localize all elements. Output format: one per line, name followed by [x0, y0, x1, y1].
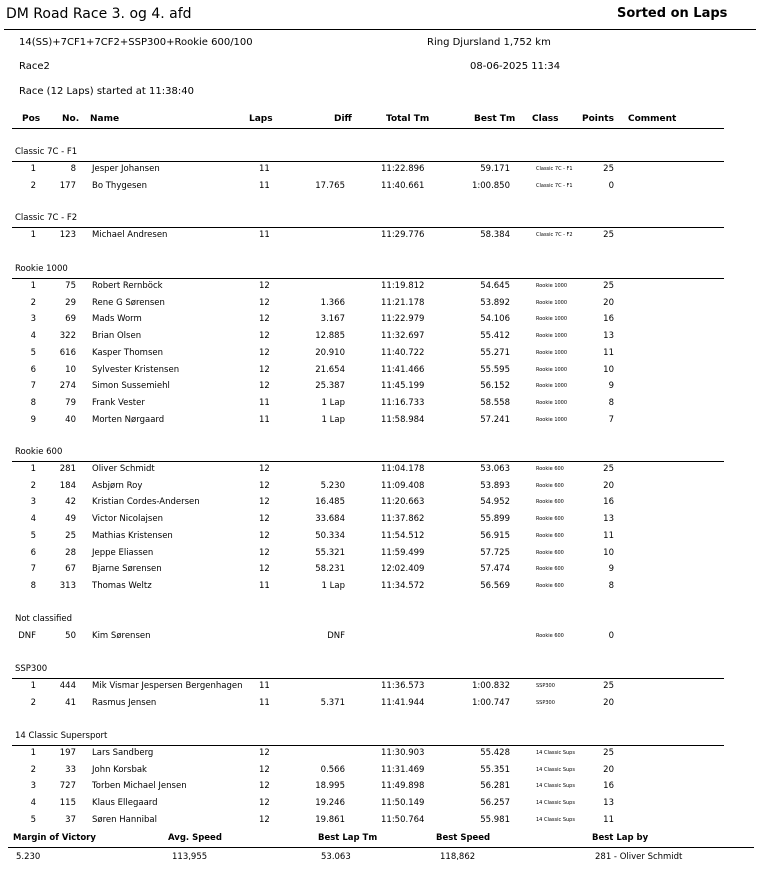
cell-total: 11:40.722 [381, 347, 425, 358]
cell-no: 42 [65, 497, 76, 508]
cell-name: Kristian Cordes-Andersen [92, 497, 200, 508]
cell-no: 8 [70, 164, 76, 174]
best-speed-label: Best Speed [436, 833, 491, 843]
cell-pos: 7 [30, 381, 36, 392]
cell-best: 55.271 [480, 347, 510, 358]
cell-diff: 55.321 [315, 547, 345, 558]
cell-best: 1:00.850 [471, 180, 510, 191]
cell-points: 25 [603, 164, 614, 174]
cell-pos: 1 [30, 281, 36, 291]
race-date: 08-06-2025 11:34 [470, 61, 561, 72]
cell-name: Jeppe Eliassen [92, 547, 154, 558]
cell-points: 16 [603, 314, 614, 325]
group-divider [12, 745, 724, 746]
footer-divider [8, 847, 754, 848]
cell-laps: 11 [259, 397, 270, 408]
cell-points: 11 [603, 530, 614, 541]
cell-laps: 12 [259, 331, 270, 342]
cell-laps: 11 [259, 580, 270, 591]
cell-pos: 3 [30, 314, 36, 325]
cell-diff: 33.684 [315, 514, 345, 525]
cell-total: 11:22.979 [381, 314, 425, 325]
cell-name: Oliver Schmidt [92, 464, 155, 474]
group-label: SSP300 [15, 664, 48, 674]
cell-name: Sylvester Kristensen [92, 364, 180, 375]
group-divider [12, 278, 724, 279]
cell-no: 75 [65, 281, 76, 291]
cell-pos: 6 [30, 364, 36, 375]
cell-total: 11:54.512 [381, 530, 425, 541]
cell-total: 11:50.764 [381, 814, 425, 825]
cell-best: 56.569 [480, 580, 510, 591]
cell-points: 16 [603, 781, 614, 792]
cell-total: 11:49.898 [381, 781, 425, 792]
cell-class: Rookie 600 [536, 566, 564, 573]
cell-no: 37 [65, 814, 76, 825]
cell-class: Rookie 600 [536, 532, 564, 539]
cell-class: Rookie 1000 [536, 383, 568, 390]
cell-points: 11 [603, 814, 614, 825]
cell-laps: 11 [259, 230, 270, 240]
cell-laps: 12 [259, 781, 270, 792]
best-lap-value: 53.063 [321, 852, 351, 862]
cell-laps: 11 [259, 180, 270, 191]
cell-total: 11:19.812 [381, 281, 425, 291]
cell-diff: 3.167 [320, 314, 345, 325]
cell-points: 13 [603, 331, 614, 342]
margin-value: 5.230 [16, 852, 41, 862]
cell-no: 28 [65, 547, 76, 558]
cell-pos: 2 [30, 297, 36, 308]
cell-laps: 12 [259, 764, 270, 775]
track-name: Ring Djursland 1,752 km [427, 37, 551, 48]
group-label: 14 Classic Supersport [15, 731, 108, 741]
cell-best: 55.412 [480, 331, 510, 342]
group-divider [12, 227, 724, 228]
best-speed-value: 118,862 [440, 852, 476, 862]
cell-no: 184 [59, 480, 76, 491]
cell-laps: 11 [259, 697, 270, 708]
cell-pos: 7 [30, 564, 36, 575]
cell-no: 33 [65, 764, 76, 775]
cell-name: Rasmus Jensen [92, 697, 157, 708]
cell-class: Classic 7C - F1 [536, 182, 573, 189]
cell-pos: 3 [30, 781, 36, 792]
cell-name: Kim Sørensen [92, 631, 151, 641]
cell-points: 8 [608, 397, 614, 408]
cell-best: 54.645 [480, 281, 510, 291]
cell-class: Classic 7C - F2 [536, 232, 573, 238]
cell-pos: 4 [30, 331, 36, 342]
cell-best: 1:00.832 [471, 681, 510, 691]
col-name: Name [90, 114, 120, 124]
cell-best: 56.281 [480, 781, 510, 792]
cell-pos: 3 [30, 497, 36, 508]
cell-name: John Korsbak [92, 764, 147, 775]
cell-name: Victor Nicolajsen [92, 514, 163, 525]
col-best: Best Tm [474, 114, 516, 124]
col-no: No. [62, 114, 80, 124]
cell-name: Simon Sussemiehl [92, 381, 170, 392]
cell-diff: 5.230 [320, 480, 345, 491]
cell-name: Mads Worm [92, 314, 142, 325]
cell-laps: 11 [259, 414, 270, 425]
cell-no: 322 [59, 331, 76, 342]
cell-name: Mik Vismar Jespersen Bergenhagen [92, 681, 243, 691]
cell-name: Mathias Kristensen [92, 530, 173, 541]
cell-pos: 8 [30, 580, 36, 591]
race-classes: 14(SS)+7CF1+7CF2+SSP300+Rookie 600/100 [19, 37, 253, 48]
cell-total: 11:58.984 [381, 414, 425, 425]
cell-class: 14 Classic Sups [536, 816, 575, 823]
cell-laps: 12 [259, 814, 270, 825]
report-title: DM Road Race 3. og 4. afd [6, 6, 192, 22]
cell-best: 59.171 [480, 164, 510, 174]
cell-class: Rookie 600 [536, 482, 564, 489]
cell-name: Bjarne Sørensen [92, 564, 162, 575]
cell-points: 25 [603, 230, 614, 240]
cell-pos: 5 [30, 530, 36, 541]
cell-laps: 11 [259, 681, 270, 691]
cell-name: Robert Rernböck [92, 281, 163, 291]
cell-best: 54.952 [480, 497, 510, 508]
cell-total: 11:41.466 [381, 364, 425, 375]
cell-name: Morten Nørgaard [92, 414, 165, 425]
best-lap-by-value: 281 - Oliver Schmidt [595, 852, 683, 862]
cell-points: 11 [603, 347, 614, 358]
cell-diff: 19.246 [315, 798, 345, 809]
cell-pos: 4 [30, 798, 36, 809]
group-label: Classic 7C - F1 [15, 147, 78, 157]
cell-diff: 1.366 [320, 297, 345, 308]
cell-no: 40 [65, 414, 76, 425]
cell-pos: 1 [30, 164, 36, 174]
cell-best: 57.241 [480, 414, 510, 425]
cell-laps: 12 [259, 514, 270, 525]
group-label: Classic 7C - F2 [15, 213, 78, 223]
cell-total: 11:22.896 [381, 164, 425, 174]
cell-total: 11:59.499 [381, 547, 425, 558]
cell-name: Torben Michael Jensen [92, 781, 187, 792]
cell-pos: DNF [18, 631, 36, 641]
cell-total: 11:45.199 [381, 381, 425, 392]
cell-laps: 12 [259, 347, 270, 358]
cell-pos: 1 [30, 464, 36, 474]
cell-laps: 12 [259, 480, 270, 491]
margin-label: Margin of Victory [13, 833, 96, 843]
col-class: Class [532, 114, 559, 124]
cell-laps: 12 [259, 381, 270, 392]
col-total: Total Tm [386, 114, 430, 124]
cell-diff: DNF [327, 631, 345, 641]
cell-pos: 1 [30, 681, 36, 691]
cell-class: Rookie 600 [536, 582, 564, 589]
cell-total: 11:34.572 [381, 580, 425, 591]
cell-pos: 8 [30, 397, 36, 408]
cell-points: 13 [603, 798, 614, 809]
cell-points: 9 [608, 381, 614, 392]
cell-best: 53.892 [480, 297, 510, 308]
cell-diff: 5.371 [320, 697, 345, 708]
cell-total: 12:02.409 [381, 564, 425, 575]
col-laps: Laps [249, 114, 273, 124]
cell-diff: 25.387 [315, 381, 345, 392]
cell-points: 16 [603, 497, 614, 508]
cell-diff: 0.566 [320, 764, 345, 775]
cell-total: 11:21.178 [381, 297, 425, 308]
cell-diff: 1 Lap [321, 414, 345, 425]
cell-no: 49 [65, 514, 76, 525]
cell-points: 7 [608, 414, 614, 425]
cell-best: 55.351 [480, 764, 510, 775]
cell-name: Bo Thygesen [92, 180, 148, 191]
cell-total: 11:20.663 [381, 497, 425, 508]
cell-name: Michael Andresen [92, 230, 168, 240]
cell-no: 444 [59, 681, 76, 691]
cell-best: 56.915 [480, 530, 510, 541]
group-label: Rookie 1000 [15, 264, 68, 274]
col-pos: Pos [22, 114, 41, 124]
avg-speed-value: 113,955 [172, 852, 208, 862]
cell-best: 57.725 [480, 547, 510, 558]
cell-points: 10 [603, 364, 614, 375]
cell-laps: 11 [259, 164, 270, 174]
cell-name: Rene G Sørensen [92, 297, 165, 308]
cell-total: 11:16.733 [381, 397, 425, 408]
cell-pos: 2 [30, 480, 36, 491]
cell-name: Søren Hannibal [92, 814, 157, 825]
cell-points: 25 [603, 281, 614, 291]
cell-diff: 18.995 [315, 781, 345, 792]
cell-total: 11:04.178 [381, 464, 425, 474]
cell-total: 11:30.903 [381, 748, 425, 758]
cell-class: Rookie 600 [536, 516, 564, 523]
sort-label: Sorted on Laps [617, 6, 728, 21]
cell-no: 281 [59, 464, 76, 474]
cell-class: Rookie 600 [536, 466, 564, 472]
cell-total: 11:31.469 [381, 764, 425, 775]
cell-no: 41 [65, 697, 76, 708]
best-lap-by-label: Best Lap by [592, 833, 649, 843]
cell-best: 55.981 [480, 814, 510, 825]
cell-class: 14 Classic Sups [536, 800, 575, 807]
cell-diff: 12.885 [315, 331, 345, 342]
cell-class: Rookie 1000 [536, 299, 568, 306]
cell-no: 123 [59, 230, 76, 240]
cell-points: 20 [603, 297, 614, 308]
cell-points: 0 [608, 631, 614, 641]
cell-diff: 20.910 [315, 347, 345, 358]
cell-no: 29 [65, 297, 76, 308]
cell-class: 14 Classic Sups [536, 783, 575, 790]
cell-best: 57.474 [480, 564, 510, 575]
cell-class: Rookie 1000 [536, 399, 568, 406]
cell-no: 177 [59, 180, 76, 191]
cell-class: Rookie 1000 [536, 316, 568, 323]
col-diff: Diff [334, 114, 352, 124]
cell-diff: 1 Lap [321, 397, 345, 408]
cell-class: Rookie 1000 [536, 349, 568, 356]
cell-points: 8 [608, 580, 614, 591]
cell-total: 11:37.862 [381, 514, 425, 525]
cell-no: 10 [65, 364, 76, 375]
cell-points: 25 [603, 748, 614, 758]
cell-diff: 1 Lap [321, 580, 345, 591]
cell-points: 13 [603, 514, 614, 525]
cell-best: 55.899 [480, 514, 510, 525]
cell-no: 115 [59, 798, 76, 809]
cell-class: Rookie 1000 [536, 416, 568, 423]
header-divider [12, 128, 724, 129]
cell-total: 11:41.944 [381, 697, 425, 708]
cell-diff: 21.654 [315, 364, 345, 375]
cell-laps: 12 [259, 547, 270, 558]
cell-total: 11:29.776 [381, 230, 425, 240]
cell-class: Rookie 1000 [536, 366, 568, 373]
cell-best: 1:00.747 [471, 697, 510, 708]
cell-points: 9 [608, 564, 614, 575]
cell-best: 53.893 [480, 480, 510, 491]
cell-points: 20 [603, 764, 614, 775]
cell-total: 11:50.149 [381, 798, 425, 809]
group-label: Rookie 600 [15, 447, 63, 457]
cell-points: 0 [608, 180, 614, 191]
cell-class: 14 Classic Sups [536, 750, 575, 756]
cell-laps: 12 [259, 530, 270, 541]
cell-class: Rookie 1000 [536, 283, 568, 289]
cell-name: Thomas Weltz [92, 580, 152, 591]
cell-name: Frank Vester [92, 397, 145, 408]
cell-total: 11:36.573 [381, 681, 425, 691]
cell-laps: 12 [259, 297, 270, 308]
cell-best: 58.384 [480, 230, 510, 240]
cell-class: 14 Classic Sups [536, 766, 575, 773]
cell-laps: 12 [259, 364, 270, 375]
cell-no: 69 [65, 314, 76, 325]
cell-best: 55.595 [480, 364, 510, 375]
cell-pos: 2 [30, 764, 36, 775]
cell-name: Klaus Ellegaard [92, 798, 158, 809]
race-start: Race (12 Laps) started at 11:38:40 [19, 86, 194, 97]
cell-no: 616 [59, 347, 76, 358]
cell-laps: 12 [259, 564, 270, 575]
cell-no: 274 [59, 381, 76, 392]
cell-no: 50 [65, 631, 76, 641]
cell-points: 10 [603, 547, 614, 558]
cell-name: Lars Sandberg [92, 748, 154, 758]
cell-pos: 5 [30, 347, 36, 358]
cell-best: 58.558 [480, 397, 510, 408]
cell-points: 25 [603, 464, 614, 474]
cell-class: SSP300 [536, 699, 555, 706]
race-name: Race2 [19, 61, 50, 72]
cell-class: Classic 7C - F1 [536, 166, 573, 172]
cell-pos: 4 [30, 514, 36, 525]
cell-best: 56.257 [480, 798, 510, 809]
cell-points: 20 [603, 480, 614, 491]
cell-no: 727 [59, 781, 76, 792]
cell-laps: 12 [259, 748, 270, 758]
col-points: Points [582, 114, 614, 124]
cell-no: 25 [65, 530, 76, 541]
cell-diff: 17.765 [315, 180, 345, 191]
cell-class: Rookie 600 [536, 499, 564, 506]
cell-class: SSP300 [536, 683, 555, 689]
cell-class: Rookie 1000 [536, 333, 568, 340]
cell-points: 20 [603, 697, 614, 708]
cell-no: 313 [59, 580, 76, 591]
cell-no: 197 [59, 748, 76, 758]
cell-pos: 1 [30, 230, 36, 240]
cell-name: Jesper Johansen [92, 164, 160, 174]
cell-points: 25 [603, 681, 614, 691]
cell-total: 11:09.408 [381, 480, 425, 491]
cell-diff: 16.485 [315, 497, 345, 508]
group-label: Not classified [15, 614, 73, 624]
cell-no: 79 [65, 397, 76, 408]
cell-class: Rookie 600 [536, 633, 564, 639]
cell-name: Brian Olsen [92, 331, 142, 342]
col-comment: Comment [628, 114, 677, 124]
cell-laps: 12 [259, 464, 270, 474]
cell-laps: 12 [259, 314, 270, 325]
cell-pos: 1 [30, 748, 36, 758]
avg-speed-label: Avg. Speed [168, 833, 222, 843]
cell-pos: 9 [30, 414, 36, 425]
cell-best: 53.063 [480, 464, 510, 474]
cell-total: 11:32.697 [381, 331, 425, 342]
cell-pos: 2 [30, 180, 36, 191]
group-divider [12, 461, 724, 462]
cell-total: 11:40.661 [381, 180, 425, 191]
cell-no: 67 [65, 564, 76, 575]
cell-name: Asbjørn Roy [92, 480, 143, 491]
cell-pos: 5 [30, 814, 36, 825]
cell-laps: 12 [259, 281, 270, 291]
cell-pos: 2 [30, 697, 36, 708]
cell-name: Kasper Thomsen [92, 347, 163, 358]
best-lap-label: Best Lap Tm [318, 833, 378, 843]
title-divider [4, 29, 756, 30]
cell-pos: 6 [30, 547, 36, 558]
cell-laps: 12 [259, 497, 270, 508]
cell-best: 56.152 [480, 381, 510, 392]
cell-diff: 50.334 [315, 530, 345, 541]
cell-best: 54.106 [480, 314, 510, 325]
group-divider [12, 161, 724, 162]
cell-diff: 19.861 [315, 814, 345, 825]
cell-class: Rookie 600 [536, 549, 564, 556]
cell-best: 55.428 [480, 748, 510, 758]
cell-laps: 12 [259, 798, 270, 809]
group-divider [12, 678, 724, 679]
cell-diff: 58.231 [315, 564, 345, 575]
